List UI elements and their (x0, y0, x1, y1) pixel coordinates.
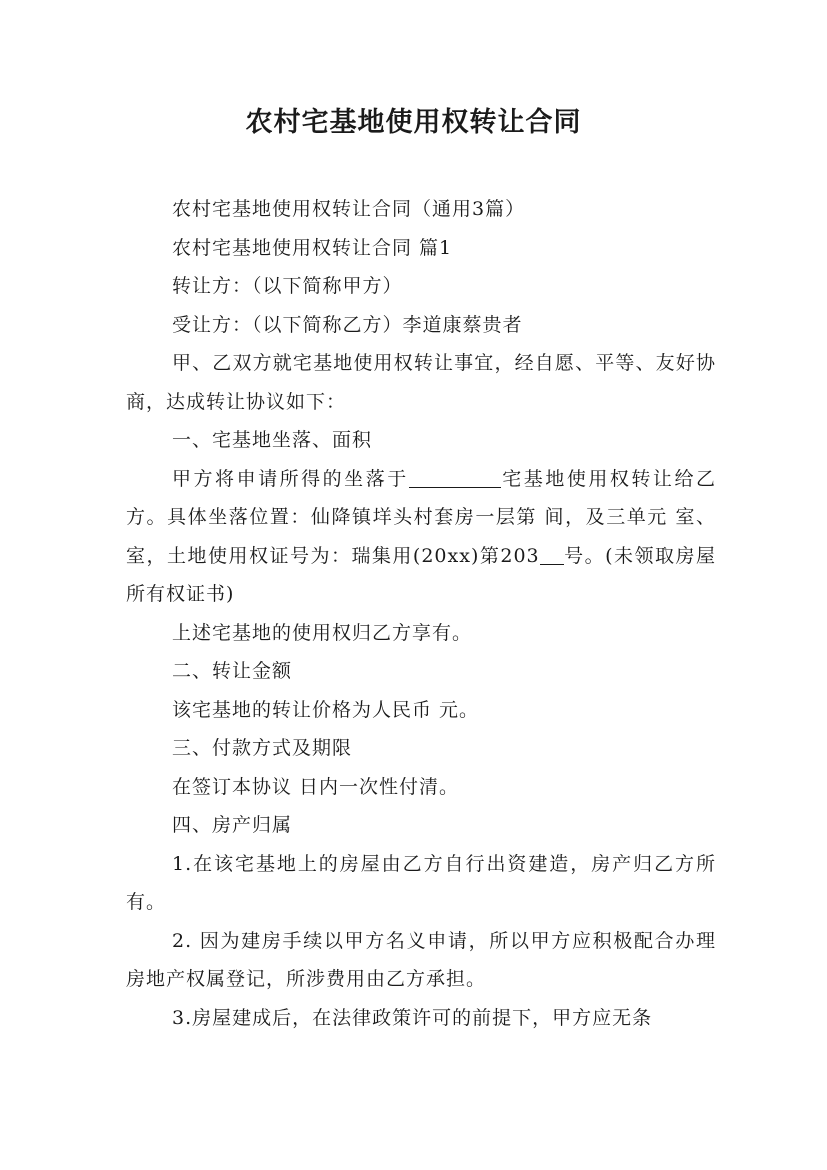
paragraph: 在签订本协议 日内一次性付清。 (172, 775, 460, 798)
document-title: 农村宅基地使用权转让合同 (245, 107, 582, 138)
paragraph: 一、宅基地坐落、面积 (172, 429, 373, 451)
document-body (126, 190, 716, 1037)
paragraph: 2. 因为建房手续以甲方名义申请，所以甲方应积极配合办理房地产权属登记，所涉费用由乙方承担。 (126, 929, 716, 990)
location-text-start: 甲方将申请所得的坐落于 (172, 467, 409, 490)
paragraph-location (126, 460, 716, 614)
paragraph: 二、转让金额 (172, 660, 293, 682)
paragraph: 3.房屋建成后，在法律政策许可的前提下，甲方应无条 (172, 1006, 653, 1029)
paragraph: 转让方：（以下简称甲方） (172, 275, 403, 297)
fill-in-blank (409, 468, 501, 488)
paragraph: 上述宅基地的使用权归乙方享有。 (172, 621, 473, 644)
paragraph: 该宅基地的转让价格为人民币 元。 (172, 698, 480, 721)
paragraph: 1.在该宅基地上的房屋由乙方自行出资建造，房产归乙方所有。 (126, 852, 716, 913)
paragraph: 受让方：（以下简称乙方）李道康蔡贵者 (172, 313, 523, 336)
paragraph: 农村宅基地使用权转让合同 篇1 (172, 236, 453, 259)
fill-in-blank-short (540, 545, 564, 565)
paragraph: 三、付款方式及期限 (172, 737, 353, 759)
paragraph: 农村宅基地使用权转让合同（通用3篇） (172, 198, 526, 220)
location-text-end: 号。(未领取房屋所有权证书) (126, 544, 716, 605)
location-text-middle: 宅基地使用权转让给乙方。具体坐落位置：仙降镇垟头村套房一层第 间，及三单元 室、室，土地使用权证号为：瑞集用(20xx)第203 (126, 467, 716, 567)
paragraph: 甲、乙双方就宅基地使用权转让事宜，经自愿、平等、友好协商，达成转让协议如下： (126, 352, 716, 413)
paragraph: 四、房产归属 (172, 814, 293, 836)
